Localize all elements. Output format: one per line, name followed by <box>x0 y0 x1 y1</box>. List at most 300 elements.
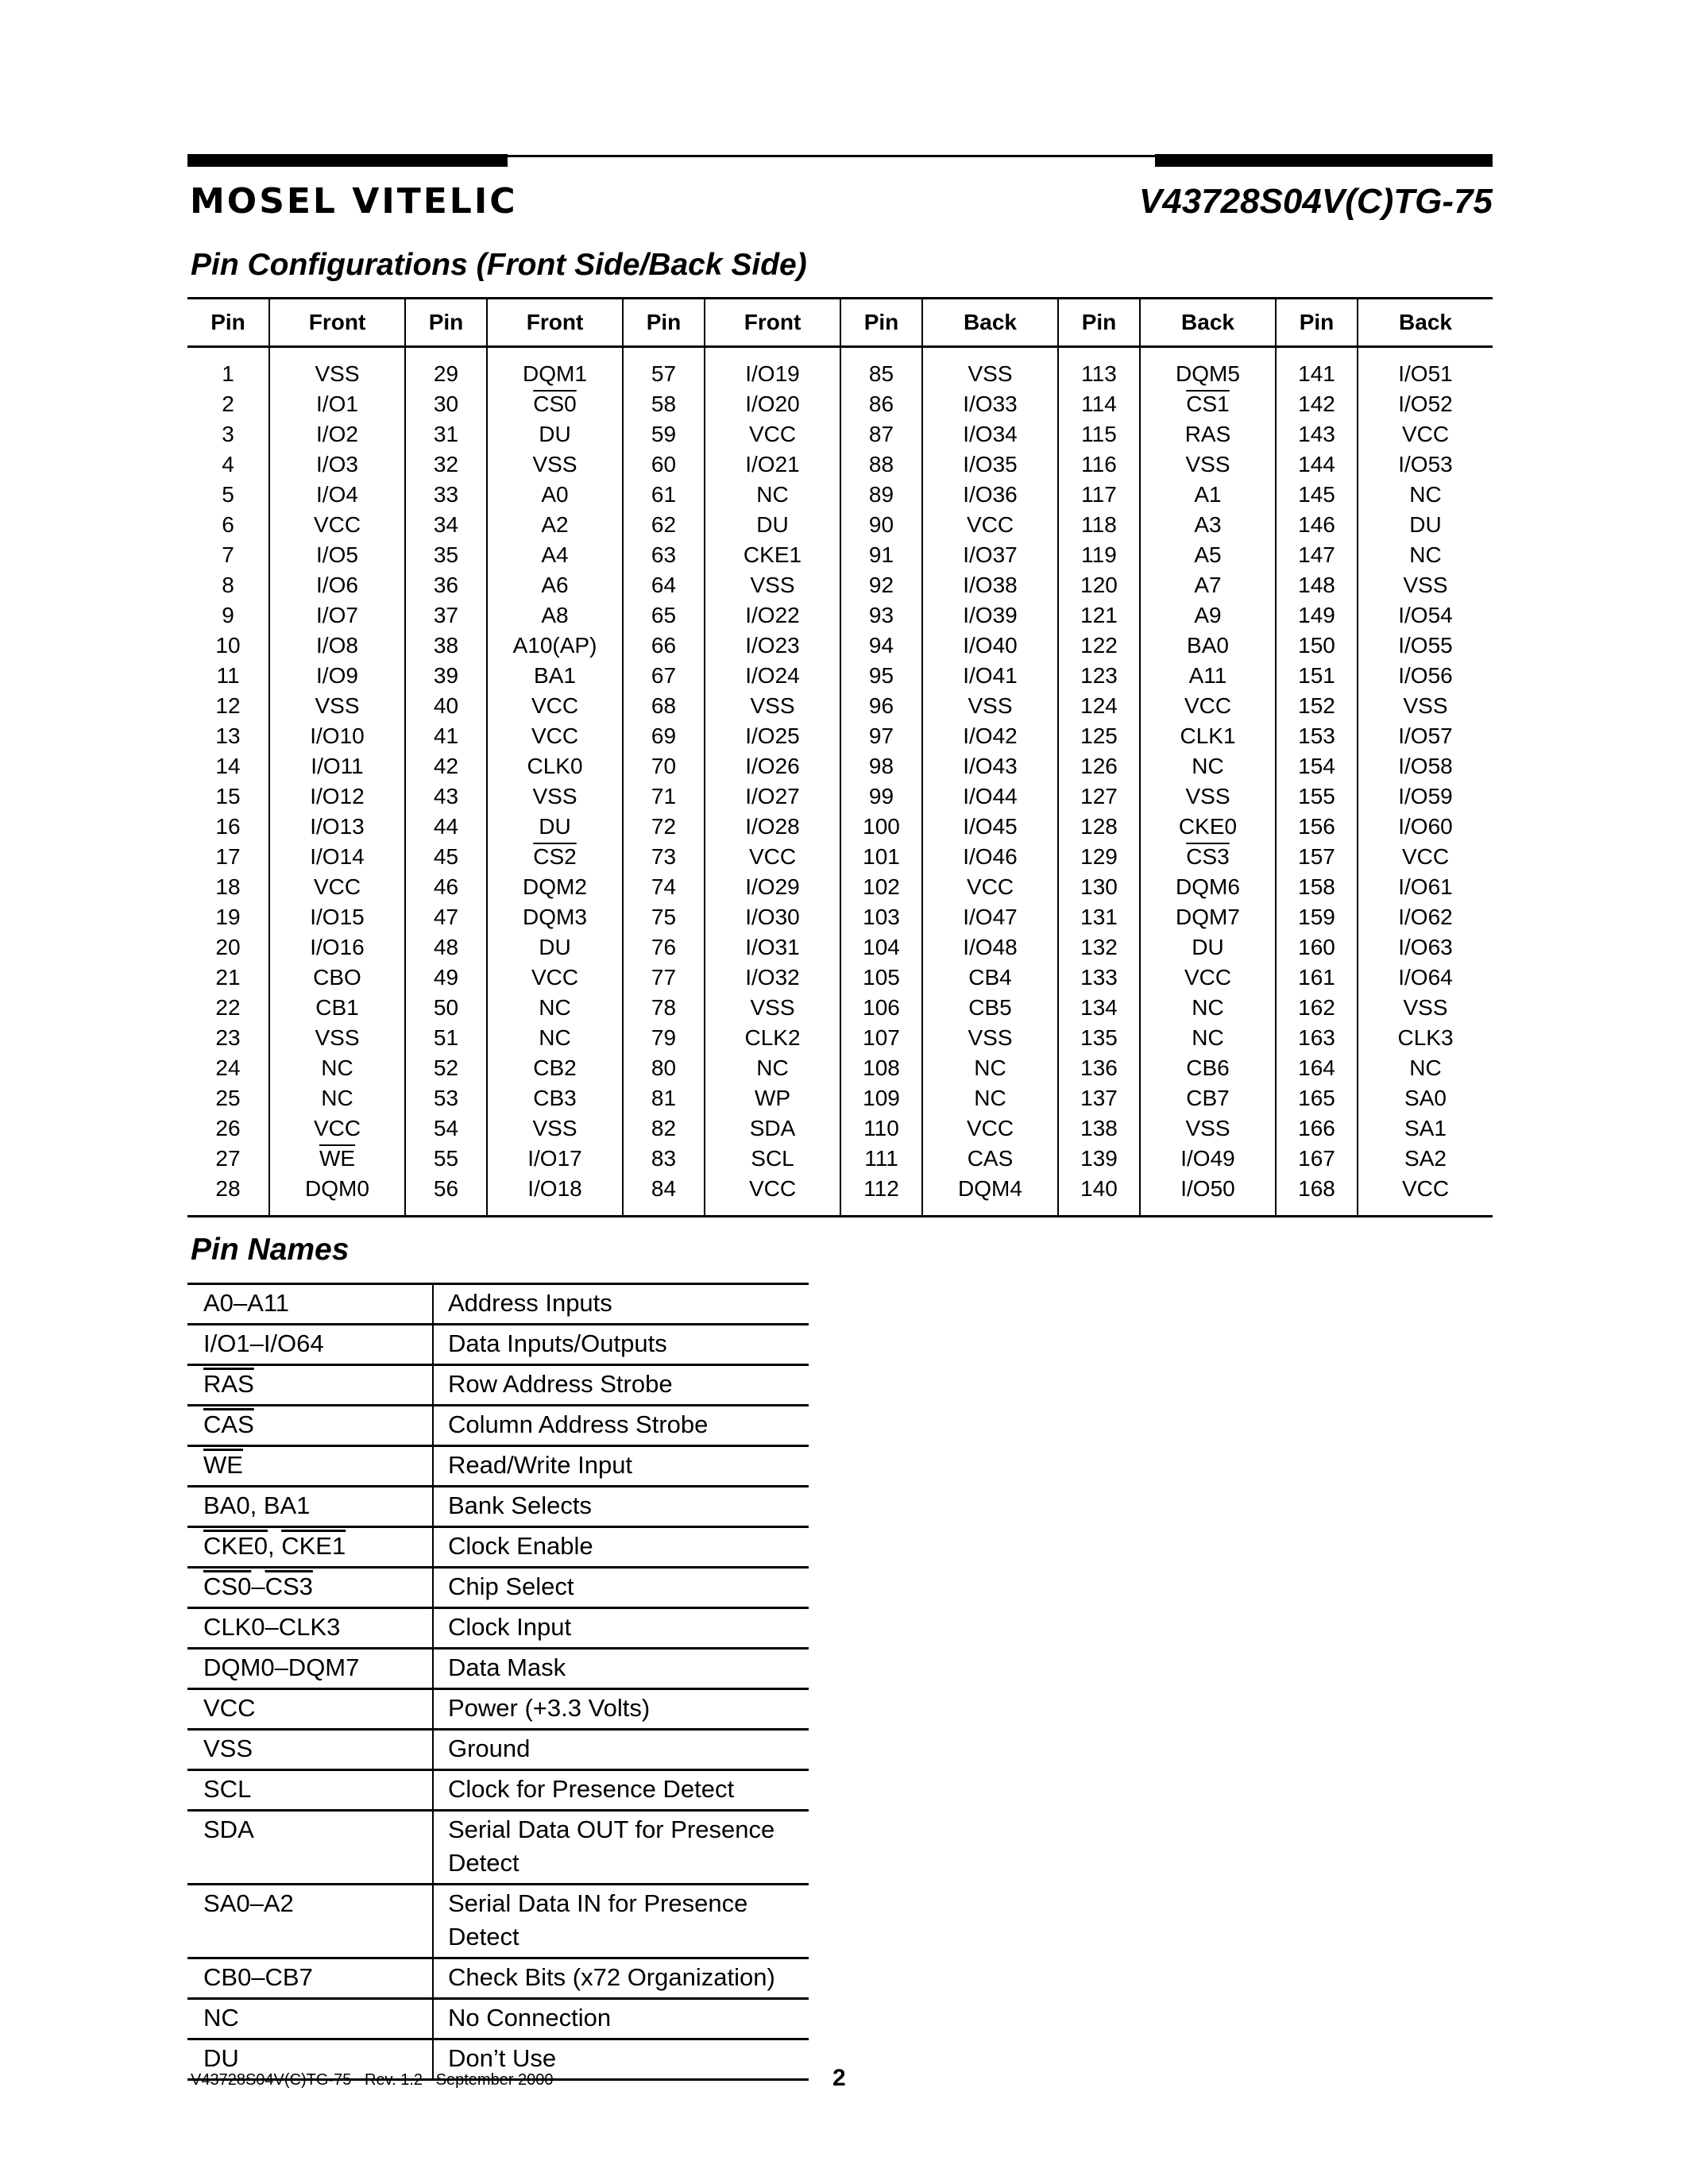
pin-signal-cell <box>705 721 840 751</box>
description-text: Power (+3.3 Volts) <box>448 1694 651 1722</box>
cell-text: VCC <box>1401 1176 1450 1201</box>
cell-text: 57 <box>651 361 677 386</box>
pin-number-cell <box>405 540 487 570</box>
pin-names-table <box>187 1283 809 2081</box>
cell-text: VCC <box>531 965 579 990</box>
pin-signal-cell <box>705 389 840 419</box>
pin-number-cell <box>1276 1023 1358 1053</box>
cell-text: CB2 <box>533 1055 577 1080</box>
cell-text: NC <box>1409 482 1442 507</box>
cell-text: 29 <box>433 361 459 386</box>
cell-text: VCC <box>531 723 579 748</box>
pin-number-cell <box>840 450 922 480</box>
cell-text: 6 <box>222 512 234 537</box>
table-row <box>187 1770 809 1811</box>
pin-configuration-table <box>187 297 1493 1217</box>
cell-text: CS2 <box>533 844 577 869</box>
table-row <box>187 932 1493 963</box>
pin-signal-cell <box>705 932 840 963</box>
cell-text: I/O43 <box>963 754 1018 778</box>
pin-table-header-cell: Back <box>1140 299 1276 347</box>
pin-number-cell <box>187 661 269 691</box>
cell-text: SA2 <box>1404 1146 1447 1171</box>
pin-table-spacer <box>187 1204 1493 1217</box>
table-row <box>187 450 1493 480</box>
pin-number-cell <box>187 1113 269 1144</box>
cell-text: 114 <box>1081 392 1117 416</box>
table-row <box>187 1958 809 1999</box>
pin-number-cell <box>187 963 269 993</box>
pin-number-cell <box>1058 872 1140 902</box>
pin-number-cell <box>623 1023 705 1053</box>
pin-signal-cell <box>269 1083 405 1113</box>
cell-text: 19 <box>215 905 241 929</box>
cell-text: VSS <box>532 452 577 477</box>
cell-text: 145 <box>1298 482 1335 507</box>
pin-name-description <box>433 1999 809 2039</box>
pin-number-cell <box>187 932 269 963</box>
cell-text: 75 <box>651 905 677 929</box>
pin-number-cell <box>1058 812 1140 842</box>
pin-number-cell <box>623 540 705 570</box>
cell-text: 117 <box>1081 482 1117 507</box>
pin-number-cell <box>840 419 922 450</box>
pin-signal-cell <box>487 359 623 389</box>
table-row <box>187 963 1493 993</box>
pin-number-cell <box>623 842 705 872</box>
pin-number-cell <box>187 359 269 389</box>
cell-text: 80 <box>651 1055 677 1080</box>
pin-signal-cell <box>705 781 840 812</box>
cell-text: 88 <box>868 452 894 477</box>
pin-number-cell <box>405 1144 487 1174</box>
cell-text: 97 <box>868 723 894 748</box>
cell-text: I/O53 <box>1398 452 1453 477</box>
pin-table-header-cell: Pin <box>1276 299 1358 347</box>
pin-signal-cell <box>487 1053 623 1083</box>
pin-signal-cell <box>922 691 1058 721</box>
cell-text: 159 <box>1298 905 1335 929</box>
cell-text: 128 <box>1080 814 1118 839</box>
cell-text: 134 <box>1080 995 1118 1020</box>
cell-text: 95 <box>868 663 894 688</box>
pin-number-cell <box>187 510 269 540</box>
pin-signal-cell <box>487 419 623 450</box>
pin-signal-cell <box>1140 1083 1276 1113</box>
pin-signal-cell <box>1358 510 1493 540</box>
cell-text: 70 <box>651 754 677 778</box>
pin-table-header-cell: Front <box>487 299 623 347</box>
cell-text: VSS <box>750 995 795 1020</box>
description-text: Clock Enable <box>448 1532 593 1560</box>
cell-text: 26 <box>215 1116 241 1140</box>
cell-text: 47 <box>433 905 459 929</box>
pin-number-cell <box>405 480 487 510</box>
cell-text: I/O4 <box>316 482 358 507</box>
cell-text: I/O46 <box>963 844 1018 869</box>
cell-text: 50 <box>433 995 459 1020</box>
pin-signal-cell <box>705 691 840 721</box>
pin-signal-cell <box>1358 1023 1493 1053</box>
cell-text: VSS <box>1403 995 1448 1020</box>
pin-number-cell <box>187 419 269 450</box>
cell-text: 102 <box>863 874 900 899</box>
cell-text: 59 <box>651 422 677 446</box>
pin-number-cell <box>1058 540 1140 570</box>
pin-number-cell <box>405 600 487 631</box>
pin-number-cell <box>1058 1144 1140 1174</box>
description-text: Serial Data IN for Presence Detect <box>448 1889 748 1951</box>
cell-text: 15 <box>215 784 241 808</box>
pin-name-description <box>433 1487 809 1527</box>
pin-signal-cell <box>269 419 405 450</box>
cell-text: A4 <box>541 542 569 567</box>
pin-signal-cell <box>1358 721 1493 751</box>
cell-text: I/O47 <box>963 905 1018 929</box>
pin-number-cell <box>840 721 922 751</box>
cell-text: CS0 <box>533 392 577 416</box>
cell-text: 69 <box>651 723 677 748</box>
pin-signal-cell <box>487 1023 623 1053</box>
pin-signal-cell <box>705 480 840 510</box>
pin-signal-cell <box>705 1174 840 1204</box>
pin-signal-cell <box>1358 359 1493 389</box>
cell-text: 44 <box>433 814 459 839</box>
pin-name-signal <box>187 1730 433 1770</box>
cell-text: CKE0 <box>1178 814 1238 839</box>
pin-signal-cell <box>705 812 840 842</box>
cell-text: I/O61 <box>1398 874 1453 899</box>
pin-number-cell <box>623 1053 705 1083</box>
cell-text: I/O28 <box>745 814 800 839</box>
cell-text: A9 <box>1194 603 1222 627</box>
pin-signal-cell <box>922 781 1058 812</box>
cell-text: 52 <box>433 1055 459 1080</box>
pin-number-cell <box>405 450 487 480</box>
cell-text: 89 <box>868 482 894 507</box>
active-low-mark: CS0 <box>203 1572 252 1600</box>
cell-text: 110 <box>863 1116 899 1140</box>
pin-signal-cell <box>1358 450 1493 480</box>
pin-signal-cell <box>269 781 405 812</box>
pin-signal-cell <box>1140 963 1276 993</box>
pin-number-cell <box>405 510 487 540</box>
signal-text: CKE0, CKE1 <box>203 1532 346 1560</box>
cell-text: 46 <box>433 874 459 899</box>
cell-text: 116 <box>1081 452 1117 477</box>
pin-signal-cell <box>1358 963 1493 993</box>
pin-number-cell <box>187 812 269 842</box>
cell-text: I/O2 <box>316 422 358 446</box>
cell-text: 48 <box>433 935 459 959</box>
cell-text: 115 <box>1081 422 1117 446</box>
brand-logo-text: MOSEL VITELIC <box>190 181 518 222</box>
pin-number-cell <box>1276 993 1358 1023</box>
cell-text: 37 <box>433 603 459 627</box>
pin-signal-cell <box>922 600 1058 631</box>
cell-text: 11 <box>216 663 240 688</box>
cell-text: 154 <box>1298 754 1335 778</box>
cell-text: 129 <box>1080 844 1118 869</box>
cell-text: 146 <box>1298 512 1335 537</box>
pin-signal-cell <box>1140 932 1276 963</box>
table-row <box>187 540 1493 570</box>
pin-signal-cell <box>922 812 1058 842</box>
table-row <box>187 1689 809 1730</box>
cell-text: 94 <box>868 633 894 658</box>
cell-text: VCC <box>1401 422 1450 446</box>
active-low-mark: CKE0 <box>203 1532 268 1560</box>
pin-signal-cell <box>1140 902 1276 932</box>
cell-text: 65 <box>651 603 677 627</box>
cell-text: I/O16 <box>310 935 365 959</box>
pin-signal-cell <box>1358 1113 1493 1144</box>
pin-number-cell <box>1058 932 1140 963</box>
pin-signal-cell <box>487 450 623 480</box>
cell-text: 155 <box>1298 784 1335 808</box>
pin-number-cell <box>623 932 705 963</box>
cell-text: I/O45 <box>963 814 1018 839</box>
cell-text: DQM4 <box>958 1176 1022 1201</box>
pin-number-cell <box>187 993 269 1023</box>
cell-text: 20 <box>215 935 241 959</box>
pin-signal-cell <box>922 389 1058 419</box>
pin-signal-cell <box>705 751 840 781</box>
pin-number-cell <box>187 1144 269 1174</box>
pin-number-cell <box>405 902 487 932</box>
cell-text: CB5 <box>968 995 1012 1020</box>
cell-text: I/O1 <box>316 392 358 416</box>
cell-text: RAS <box>1184 422 1231 446</box>
header-rule-right <box>1155 154 1493 167</box>
pin-signal-cell <box>922 993 1058 1023</box>
pin-number-cell <box>187 842 269 872</box>
table-row <box>187 1649 809 1689</box>
pin-number-cell <box>405 1023 487 1053</box>
table-row <box>187 1527 809 1568</box>
pin-number-cell <box>623 902 705 932</box>
pin-number-cell <box>187 902 269 932</box>
pin-number-cell <box>1276 872 1358 902</box>
pin-signal-cell <box>922 1113 1058 1144</box>
pin-number-cell <box>840 691 922 721</box>
cell-text: VSS <box>750 573 795 597</box>
signal-text <box>203 1370 254 1398</box>
pin-signal-cell <box>269 932 405 963</box>
pin-signal-cell <box>705 872 840 902</box>
table-row <box>187 1284 809 1325</box>
pin-signal-cell <box>487 902 623 932</box>
table-row <box>187 1811 809 1885</box>
cell-text: 79 <box>651 1025 677 1050</box>
cell-text: DU <box>539 814 571 839</box>
pin-signal-cell <box>487 963 623 993</box>
pin-signal-cell <box>1140 691 1276 721</box>
pin-signal-cell <box>1140 631 1276 661</box>
pin-signal-cell <box>922 510 1058 540</box>
cell-text: I/O24 <box>745 663 800 688</box>
pin-signal-cell <box>1358 812 1493 842</box>
cell-text: 35 <box>433 542 459 567</box>
pin-number-cell <box>1058 1023 1140 1053</box>
pin-number-cell <box>1276 721 1358 751</box>
pin-signal-cell <box>1358 1053 1493 1083</box>
pin-number-cell <box>623 570 705 600</box>
pin-number-cell <box>187 631 269 661</box>
pin-number-cell <box>840 842 922 872</box>
pin-number-cell <box>1276 600 1358 631</box>
pin-signal-cell <box>1358 419 1493 450</box>
cell-text: 124 <box>1080 693 1118 718</box>
description-text: Data Inputs/Outputs <box>448 1329 667 1357</box>
cell-text: 8 <box>222 573 234 597</box>
cell-text: 10 <box>215 633 241 658</box>
description-text: Column Address Strobe <box>448 1410 709 1438</box>
pin-number-cell <box>840 600 922 631</box>
pin-number-cell <box>1058 389 1140 419</box>
pin-number-cell <box>405 781 487 812</box>
pin-number-cell <box>1276 450 1358 480</box>
table-row <box>187 781 1493 812</box>
pin-signal-cell <box>269 661 405 691</box>
pin-signal-cell <box>487 570 623 600</box>
cell-text: VCC <box>748 844 797 869</box>
cell-text: NC <box>539 995 571 1020</box>
pin-signal-cell <box>1358 751 1493 781</box>
cell-text: I/O30 <box>745 905 800 929</box>
cell-text: I/O42 <box>963 723 1018 748</box>
pin-number-cell <box>1276 480 1358 510</box>
cell-text: 127 <box>1080 784 1118 808</box>
cell-text: 119 <box>1081 542 1117 567</box>
cell-text: A6 <box>541 573 569 597</box>
cell-text: NC <box>1192 754 1224 778</box>
pin-number-cell <box>405 842 487 872</box>
pin-signal-cell <box>922 721 1058 751</box>
pin-number-cell <box>187 872 269 902</box>
pin-number-cell <box>840 359 922 389</box>
signal-text: CS0–CS3 <box>203 1572 313 1600</box>
pin-signal-cell <box>487 1144 623 1174</box>
cell-text: 86 <box>868 392 894 416</box>
cell-text: 141 <box>1298 361 1335 386</box>
cell-text: 14 <box>215 754 241 778</box>
cell-text: VCC <box>966 1116 1014 1140</box>
pin-number-cell <box>623 812 705 842</box>
pin-number-cell <box>405 872 487 902</box>
pin-signal-cell <box>487 510 623 540</box>
cell-text: $\overline{WE}$ <box>319 1146 356 1171</box>
cell-text: CLK0 <box>527 754 583 778</box>
pin-table-header-cell: Back <box>1358 299 1493 347</box>
cell-text: VCC <box>313 874 361 899</box>
pin-table-body <box>187 347 1493 1217</box>
pin-signal-cell <box>487 631 623 661</box>
pin-number-cell <box>840 963 922 993</box>
table-row <box>187 1113 1493 1144</box>
cell-text: 77 <box>651 965 677 990</box>
signal-text <box>203 1451 243 1479</box>
pin-signal-cell <box>1358 631 1493 661</box>
description-text: Data Mask <box>448 1653 566 1681</box>
pin-signal-cell <box>269 540 405 570</box>
pin-number-cell <box>405 721 487 751</box>
pin-table-header-cell: Pin <box>840 299 922 347</box>
pin-number-cell <box>405 359 487 389</box>
cell-text: 100 <box>863 814 900 839</box>
cell-text: SCL <box>751 1146 794 1171</box>
cell-text: 164 <box>1298 1055 1335 1080</box>
cell-text: I/O31 <box>745 935 800 959</box>
cell-text: 4 <box>222 452 234 477</box>
cell-text: VCC <box>748 422 797 446</box>
cell-text: 96 <box>868 693 894 718</box>
pin-signal-cell <box>705 450 840 480</box>
pin-signal-cell <box>922 842 1058 872</box>
pin-signal-cell <box>487 480 623 510</box>
cell-text: 144 <box>1298 452 1335 477</box>
active-low-mark: $\overline{RAS}$ <box>203 1370 254 1398</box>
cell-text: I/O25 <box>745 723 800 748</box>
pin-number-cell <box>1276 902 1358 932</box>
cell-text: I/O64 <box>1398 965 1453 990</box>
pin-name-description <box>433 1406 809 1446</box>
cell-text: 93 <box>868 603 894 627</box>
cell-text: 23 <box>215 1025 241 1050</box>
cell-text: DU <box>756 512 789 537</box>
cell-text: I/O58 <box>1398 754 1453 778</box>
table-row <box>187 631 1493 661</box>
cell-text: VSS <box>968 361 1013 386</box>
cell-text: VCC <box>313 512 361 537</box>
cell-text: VCC <box>1184 965 1232 990</box>
pin-signal-cell <box>1358 932 1493 963</box>
pin-number-cell <box>840 540 922 570</box>
cell-text: DQM2 <box>523 874 587 899</box>
pin-number-cell <box>1276 510 1358 540</box>
cell-text: 167 <box>1298 1146 1335 1171</box>
cell-text: NC <box>1192 1025 1224 1050</box>
cell-text: I/O18 <box>527 1176 582 1201</box>
cell-text: 118 <box>1081 512 1117 537</box>
pin-number-cell <box>1058 842 1140 872</box>
pin-number-cell <box>187 1053 269 1083</box>
pin-signal-cell <box>269 1053 405 1083</box>
pin-number-cell <box>840 661 922 691</box>
cell-text: 43 <box>433 784 459 808</box>
signal-text: VCC <box>203 1694 256 1722</box>
cell-text: CBO <box>313 965 361 990</box>
cell-text: 165 <box>1298 1086 1335 1110</box>
pin-number-cell <box>1276 781 1358 812</box>
pin-signal-cell <box>705 842 840 872</box>
table-row <box>187 691 1493 721</box>
pin-name-signal <box>187 1811 433 1885</box>
pin-signal-cell <box>269 389 405 419</box>
pin-names-title: Pin Names <box>191 1233 350 1267</box>
table-row <box>187 1083 1493 1113</box>
pin-signal-cell <box>705 1053 840 1083</box>
pin-number-cell <box>840 1174 922 1204</box>
cell-text: DU <box>1409 512 1442 537</box>
pin-number-cell <box>405 751 487 781</box>
cell-text: I/O44 <box>963 784 1018 808</box>
table-row <box>187 1365 809 1406</box>
cell-text: CKE1 <box>743 542 802 567</box>
pin-number-cell <box>1276 842 1358 872</box>
pin-number-cell <box>840 872 922 902</box>
pin-number-cell <box>1058 902 1140 932</box>
